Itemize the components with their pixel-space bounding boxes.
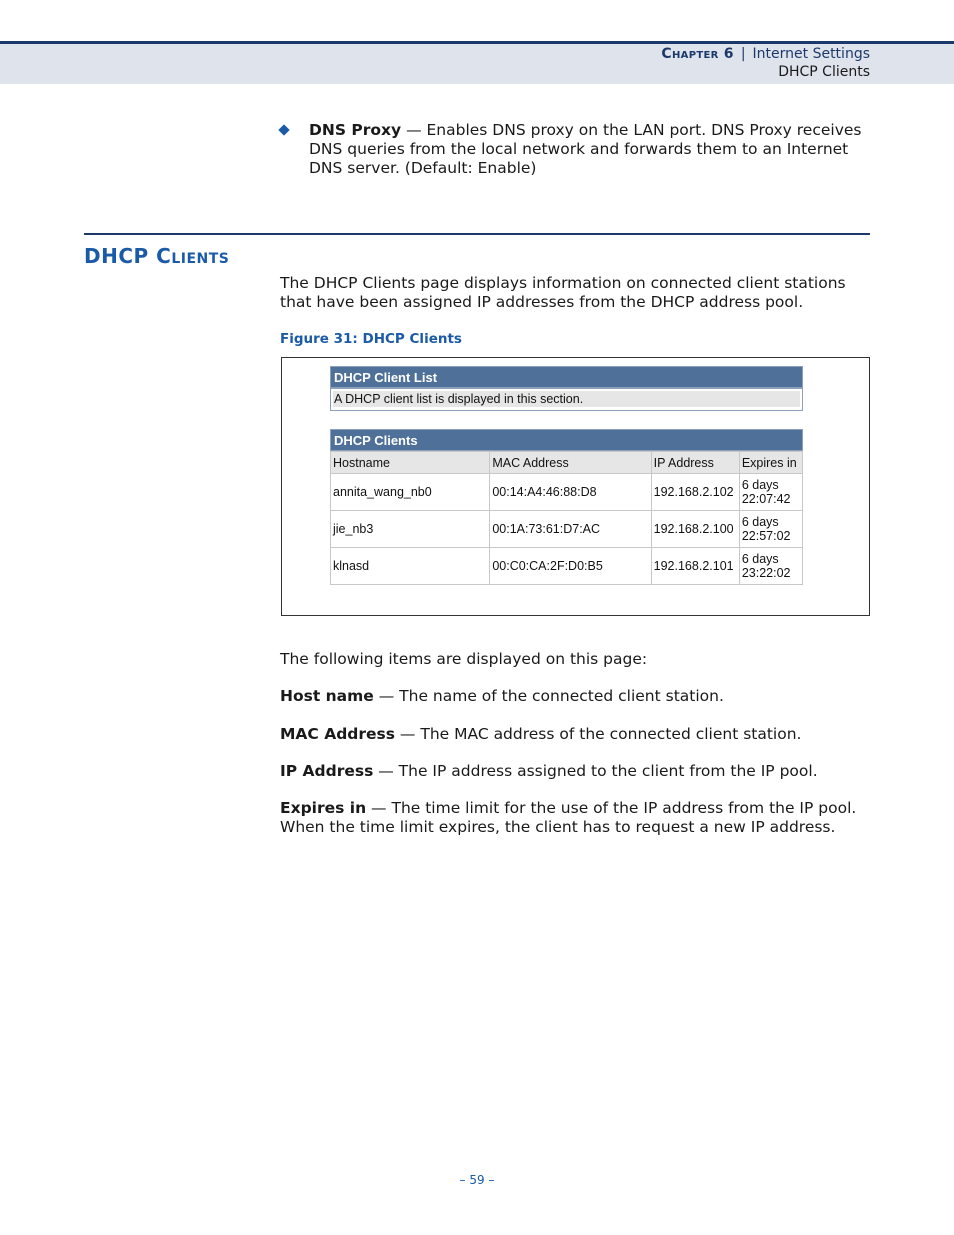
cell-ip: 192.168.2.100: [652, 511, 739, 547]
client-list-notice-text: A DHCP client list is displayed in this section.: [333, 391, 800, 407]
column-header-expires: Expires in: [740, 452, 802, 473]
cell-mac: 00:C0:CA:2F:D0:B5: [490, 548, 650, 584]
item-ip-address: [280, 762, 870, 781]
bullet-term: DNS Proxy: [309, 121, 402, 139]
diamond-bullet-icon: [278, 124, 289, 135]
cell-hostname: klnasd: [331, 548, 489, 584]
running-header-chapter: [661, 46, 870, 62]
table-row: [331, 474, 802, 510]
table-row: [331, 511, 802, 547]
cell-expires: 6 days 22:07:42: [740, 474, 802, 510]
cell-expires: 6 days 22:57:02: [740, 511, 802, 547]
table-row: [331, 548, 802, 584]
cell-expires: 6 days 23:22:02: [740, 548, 802, 584]
dhcp-clients-table: [330, 451, 803, 585]
table-header-row: [331, 452, 802, 473]
cell-hostname: jie_nb3: [331, 511, 489, 547]
item-description: — The name of the connected client station.: [373, 687, 724, 705]
items-intro: The following items are displayed on this page:: [280, 650, 648, 668]
item-term: Host name: [280, 687, 374, 705]
item-description: — The IP address assigned to the client from the IP pool.: [373, 762, 818, 780]
item-term: Expires in: [280, 799, 367, 817]
client-list-notice: [330, 388, 803, 411]
chapter-label: Chapter 6: [661, 46, 734, 62]
item-host-name: [280, 687, 870, 706]
cell-mac: 00:14:A4:46:88:D8: [490, 474, 650, 510]
column-header-mac: MAC Address: [490, 452, 650, 473]
intro-paragraph: The DHCP Clients page displays information on connected client stations that have been assigned IP addresses from the DHCP address pool.: [280, 274, 846, 311]
column-header-ip: IP Address: [652, 452, 739, 473]
bullet-description: — Enables DNS proxy on the LAN port. DNS Proxy receives DNS queries from the local network and forwards them to an Internet DNS server. (Default: Enable): [309, 121, 862, 177]
item-description: — The time limit for the use of the IP address from the IP pool. When the time limit expires, the client has to request a new IP address.: [280, 799, 857, 836]
item-mac-address: [280, 725, 870, 744]
client-list-header: DHCP Client List: [330, 366, 803, 388]
section-rule: [84, 233, 870, 235]
running-header-section: DHCP Clients: [778, 64, 870, 80]
figure-caption: Figure 31: DHCP Clients: [280, 331, 462, 347]
item-term: IP Address: [280, 762, 374, 780]
cell-hostname: annita_wang_nb0: [331, 474, 489, 510]
chapter-title: Internet Settings: [752, 46, 870, 62]
section-title: DHCP Clients: [84, 244, 230, 268]
clients-table-header: DHCP Clients: [330, 429, 803, 451]
header-separator: |: [740, 46, 746, 62]
page-number: – 59 –: [459, 1173, 495, 1187]
bullet-text: [309, 121, 870, 178]
column-header-hostname: Hostname: [331, 452, 489, 473]
cell-mac: 00:1A:73:61:D7:AC: [490, 511, 650, 547]
item-expires-in: [280, 799, 870, 837]
dns-proxy-bullet: [280, 121, 870, 178]
cell-ip: 192.168.2.101: [652, 548, 739, 584]
item-term: MAC Address: [280, 725, 395, 743]
cell-ip: 192.168.2.102: [652, 474, 739, 510]
item-description: — The MAC address of the connected client station.: [395, 725, 802, 743]
